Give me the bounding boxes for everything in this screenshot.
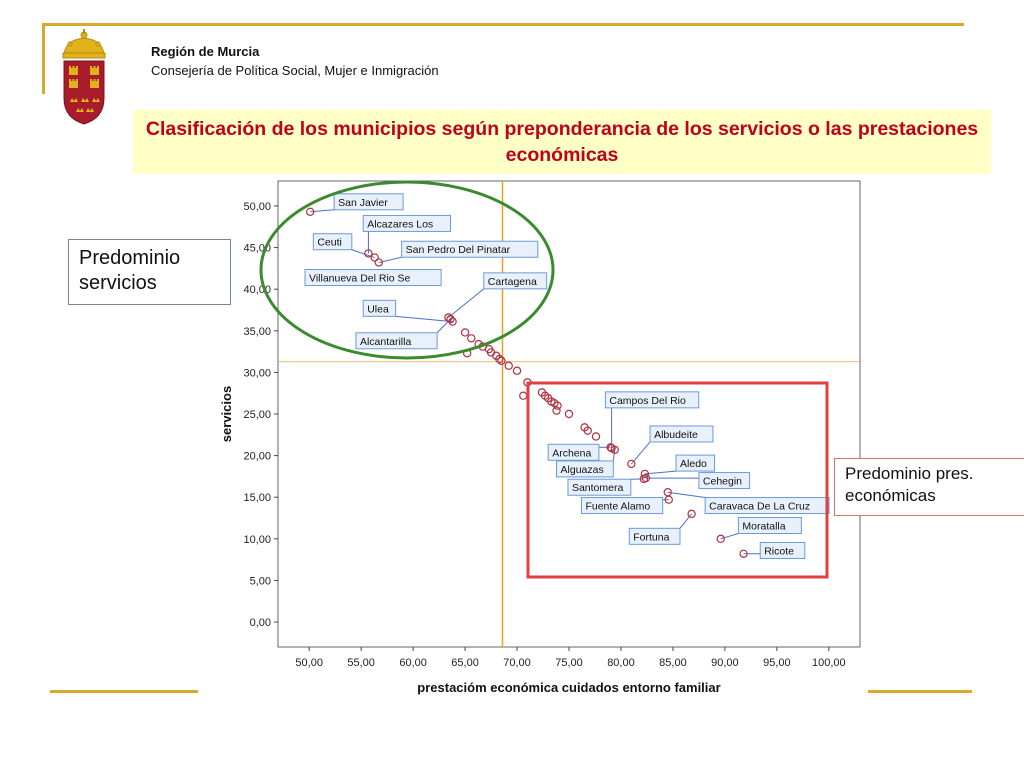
x-axis-ticks: [295, 647, 845, 669]
y-tick-label: 50,00: [243, 200, 271, 213]
point-label: Moratalla: [742, 520, 786, 533]
point-label: Alcazares Los: [367, 218, 434, 231]
x-tick-label: 85,00: [659, 657, 687, 669]
point-label: Cehegin: [702, 475, 743, 488]
callout-predominio-servicios: Predominio servicios: [68, 239, 231, 305]
point-label: Ceuti: [317, 236, 342, 249]
point-label: San Javier: [338, 196, 388, 209]
point-label: Archena: [552, 447, 592, 460]
y-tick-label: 0,00: [249, 617, 271, 630]
x-axis-label: prestacióm económica cuidados entorno familiar: [417, 680, 721, 695]
point-label: Ricote: [764, 545, 794, 558]
y-tick-label: 15,00: [243, 492, 271, 505]
point-label: Caravaca De La Cruz: [709, 500, 811, 513]
x-tick-label: 100,00: [811, 657, 846, 669]
header-org: Región de Murcia: [151, 44, 260, 59]
point-label: Fortuna: [633, 531, 670, 544]
y-tick-label: 30,00: [243, 367, 271, 380]
y-tick-label: 25,00: [243, 409, 271, 421]
point-label: Fuente Alamo: [585, 500, 651, 513]
x-tick-label: 50,00: [295, 657, 323, 669]
point-label: Villanueva Del Rio Se: [309, 272, 411, 285]
y-axis-label: servicios: [219, 385, 234, 443]
x-tick-label: 70,00: [503, 657, 531, 669]
point-label: Alcantarilla: [359, 335, 412, 348]
point-label: Campos Del Rio: [609, 394, 686, 407]
callout-predominio-prestaciones: Predominio pres. económicas: [834, 458, 1024, 516]
point-label: San Pedro Del Pinatar: [405, 244, 511, 257]
page-title: Clasificación de los municipios según preponderancia de los servicios o las prestaciones económicas: [133, 110, 991, 174]
y-tick-label: 40,00: [243, 284, 271, 297]
y-tick-label: 10,00: [243, 533, 271, 546]
x-tick-label: 55,00: [347, 657, 375, 669]
point-label: Santomera: [571, 482, 624, 495]
y-tick-label: 45,00: [243, 242, 271, 255]
point-label: Ulea: [367, 303, 389, 316]
point-label: Aledo: [680, 458, 707, 471]
x-tick-label: 60,00: [399, 657, 427, 669]
point-label: Alguazas: [560, 463, 604, 476]
header-dept: Consejería de Política Social, Mujer e Inmigración: [151, 63, 439, 78]
y-tick-label: 5,00: [249, 575, 271, 588]
x-tick-label: 95,00: [763, 657, 791, 669]
point-label: Cartagena: [487, 275, 537, 288]
y-tick-label: 20,00: [243, 450, 271, 463]
x-tick-label: 75,00: [555, 657, 583, 669]
x-tick-label: 65,00: [451, 657, 479, 669]
x-tick-label: 90,00: [711, 657, 739, 669]
point-label: Albudeite: [654, 428, 698, 441]
y-tick-label: 35,00: [243, 325, 271, 338]
x-tick-label: 80,00: [607, 657, 635, 669]
